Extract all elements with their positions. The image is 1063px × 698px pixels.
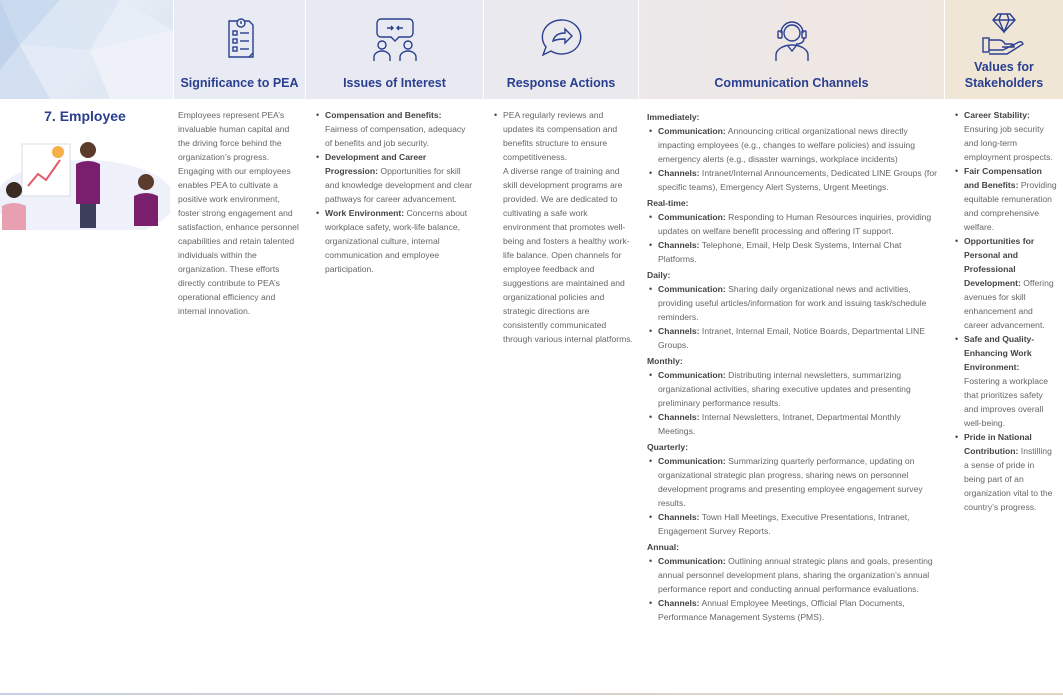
value-item: • Fair Compensation and Benefits: Providing equitable remuneration and comprehensive welfare. [953, 164, 1057, 234]
channel-item: • Channels: Telephone, Email, Help Desk Systems, Internal Chat Platforms. [647, 238, 938, 266]
header-significance [174, 0, 305, 99]
values-column [953, 108, 1057, 514]
communication-item: • Communication: Announcing critical organizational news directly impacting employees (e.g., changes to welfare policies) and issuing emergency alerts (e.g., disaster warnings, workplace incidents) [647, 124, 938, 166]
response-column [492, 108, 635, 346]
value-item: • Opportunities for Personal and Professional Development: Offering avenues for skill enhancement and career advancement. [953, 234, 1057, 332]
header-communication [639, 0, 944, 99]
reply-chat-icon [537, 15, 585, 63]
section-title: 7. Employee [44, 108, 126, 124]
period-heading: Quarterly: [647, 442, 689, 452]
period-heading: Real-time: [647, 198, 689, 208]
communication-item: • Communication: Sharing daily organizational news and activities, providing useful articles/information for work and issuing task/schedule reminders. [647, 282, 938, 324]
communication-item: • Communication: Distributing internal newsletters, summarizing organizational activities, sharing executive updates and presenting preliminary performance results. [647, 368, 938, 410]
channel-item: • Channels: Town Hall Meetings, Executive Presentations, Intranet, Engagement Survey Reports. [647, 510, 938, 538]
header-values-title: Values for Stakeholders [964, 60, 1044, 90]
document-icon [216, 15, 264, 63]
header-response [484, 0, 638, 99]
discussion-icon [371, 15, 419, 63]
issue-item: • Compensation and Benefits: Fairness of compensation, adequacy of benefits and job security. [314, 108, 474, 150]
polygon-pattern [0, 0, 173, 99]
channel-item: • Channels: Intranet, Internal Email, Notice Boards, Departmental LINE Groups. [647, 324, 938, 352]
diamond-hand-icon [980, 10, 1028, 58]
significance-column [178, 108, 302, 318]
employee-meeting-illustration [0, 130, 170, 230]
bottom-rule [0, 693, 1063, 695]
header-significance-title: Significance to PEA [180, 76, 299, 90]
period-heading: Annual: [647, 542, 679, 552]
communication-item: • Communication: Summarizing quarterly performance, updating on organizational strategic plan progress, sharing news on personnel development programs and presenting employee engagement survey results. [647, 454, 938, 510]
communication-item: • Communication: Outlining annual strategic plans and goals, presenting annual personnel development plans, sharing the organization’s annual performance report and conducting annual performance evaluations. [647, 554, 938, 596]
value-item: • Career Stability: Ensuring job security and long-term employment prospects. [953, 108, 1057, 164]
response-bullet: • PEA regularly reviews and updates its compensation and benefits structure to ensure competitiveness. [492, 108, 635, 164]
channel-item: • Channels: Annual Employee Meetings, Official Plan Documents, Performance Management Systems (PMS). [647, 596, 938, 624]
communication-column [647, 108, 938, 624]
header-decoration [0, 0, 173, 99]
period-heading: Daily: [647, 270, 671, 280]
period-heading: Monthly: [647, 356, 683, 366]
issue-item: • Development and Career Progression: Opportunities for skill and knowledge development and clear pathways for career advancement. [314, 150, 474, 206]
header-communication-title: Communication Channels [714, 76, 869, 90]
headset-agent-icon [768, 15, 816, 63]
issues-column [314, 108, 474, 276]
header-values [945, 0, 1063, 99]
header-response-title: Response Actions [506, 76, 616, 90]
value-item: • Pride in National Contribution: Instilling a sense of pride in being part of an organization vital to the country’s progress. [953, 430, 1057, 514]
response-paragraph: A diverse range of training and skill development programs are provided. We are dedicated to cultivating a safe work environment that promotes well-being and fosters a healthy work-life balance. Open channels for employee feedback and suggestions are maintained and organizational policies and strategic directions are consistently communicated through various internal platforms. [503, 166, 633, 344]
period-heading: Immediately: [647, 112, 700, 122]
channel-item: • Channels: Internal Newsletters, Intranet, Departmental Monthly Meetings. [647, 410, 938, 438]
issue-item: • Work Environment: Concerns about workplace safety, work-life balance, organizational culture, internal communication and employee participation. [314, 206, 474, 276]
value-item: • Safe and Quality-Enhancing Work Environment: Fostering a workplace that prioritizes safety and improves overall well-being. [953, 332, 1057, 430]
header-issues-title: Issues of Interest [343, 76, 446, 90]
header-issues [306, 0, 483, 99]
significance-text: Employees represent PEA’s invaluable human capital and the driving force behind the organization’s progress. Engaging with our employees enables PEA to cultivate a positive work environment, foster strong engagement and satisfaction, enhance personnel capabilities and retain talented individuals within the organization. These efforts directly contribute to PEA’s operational efficiency and internal innovation. [178, 110, 299, 316]
channel-item: • Channels: Intranet/Internal Announcements, Dedicated LINE Groups (for specific teams), Emergency Alert Systems, Urgent Meetings. [647, 166, 938, 194]
communication-item: • Communication: Responding to Human Resources inquiries, providing updates on welfare benefit processing and offering IT support. [647, 210, 938, 238]
